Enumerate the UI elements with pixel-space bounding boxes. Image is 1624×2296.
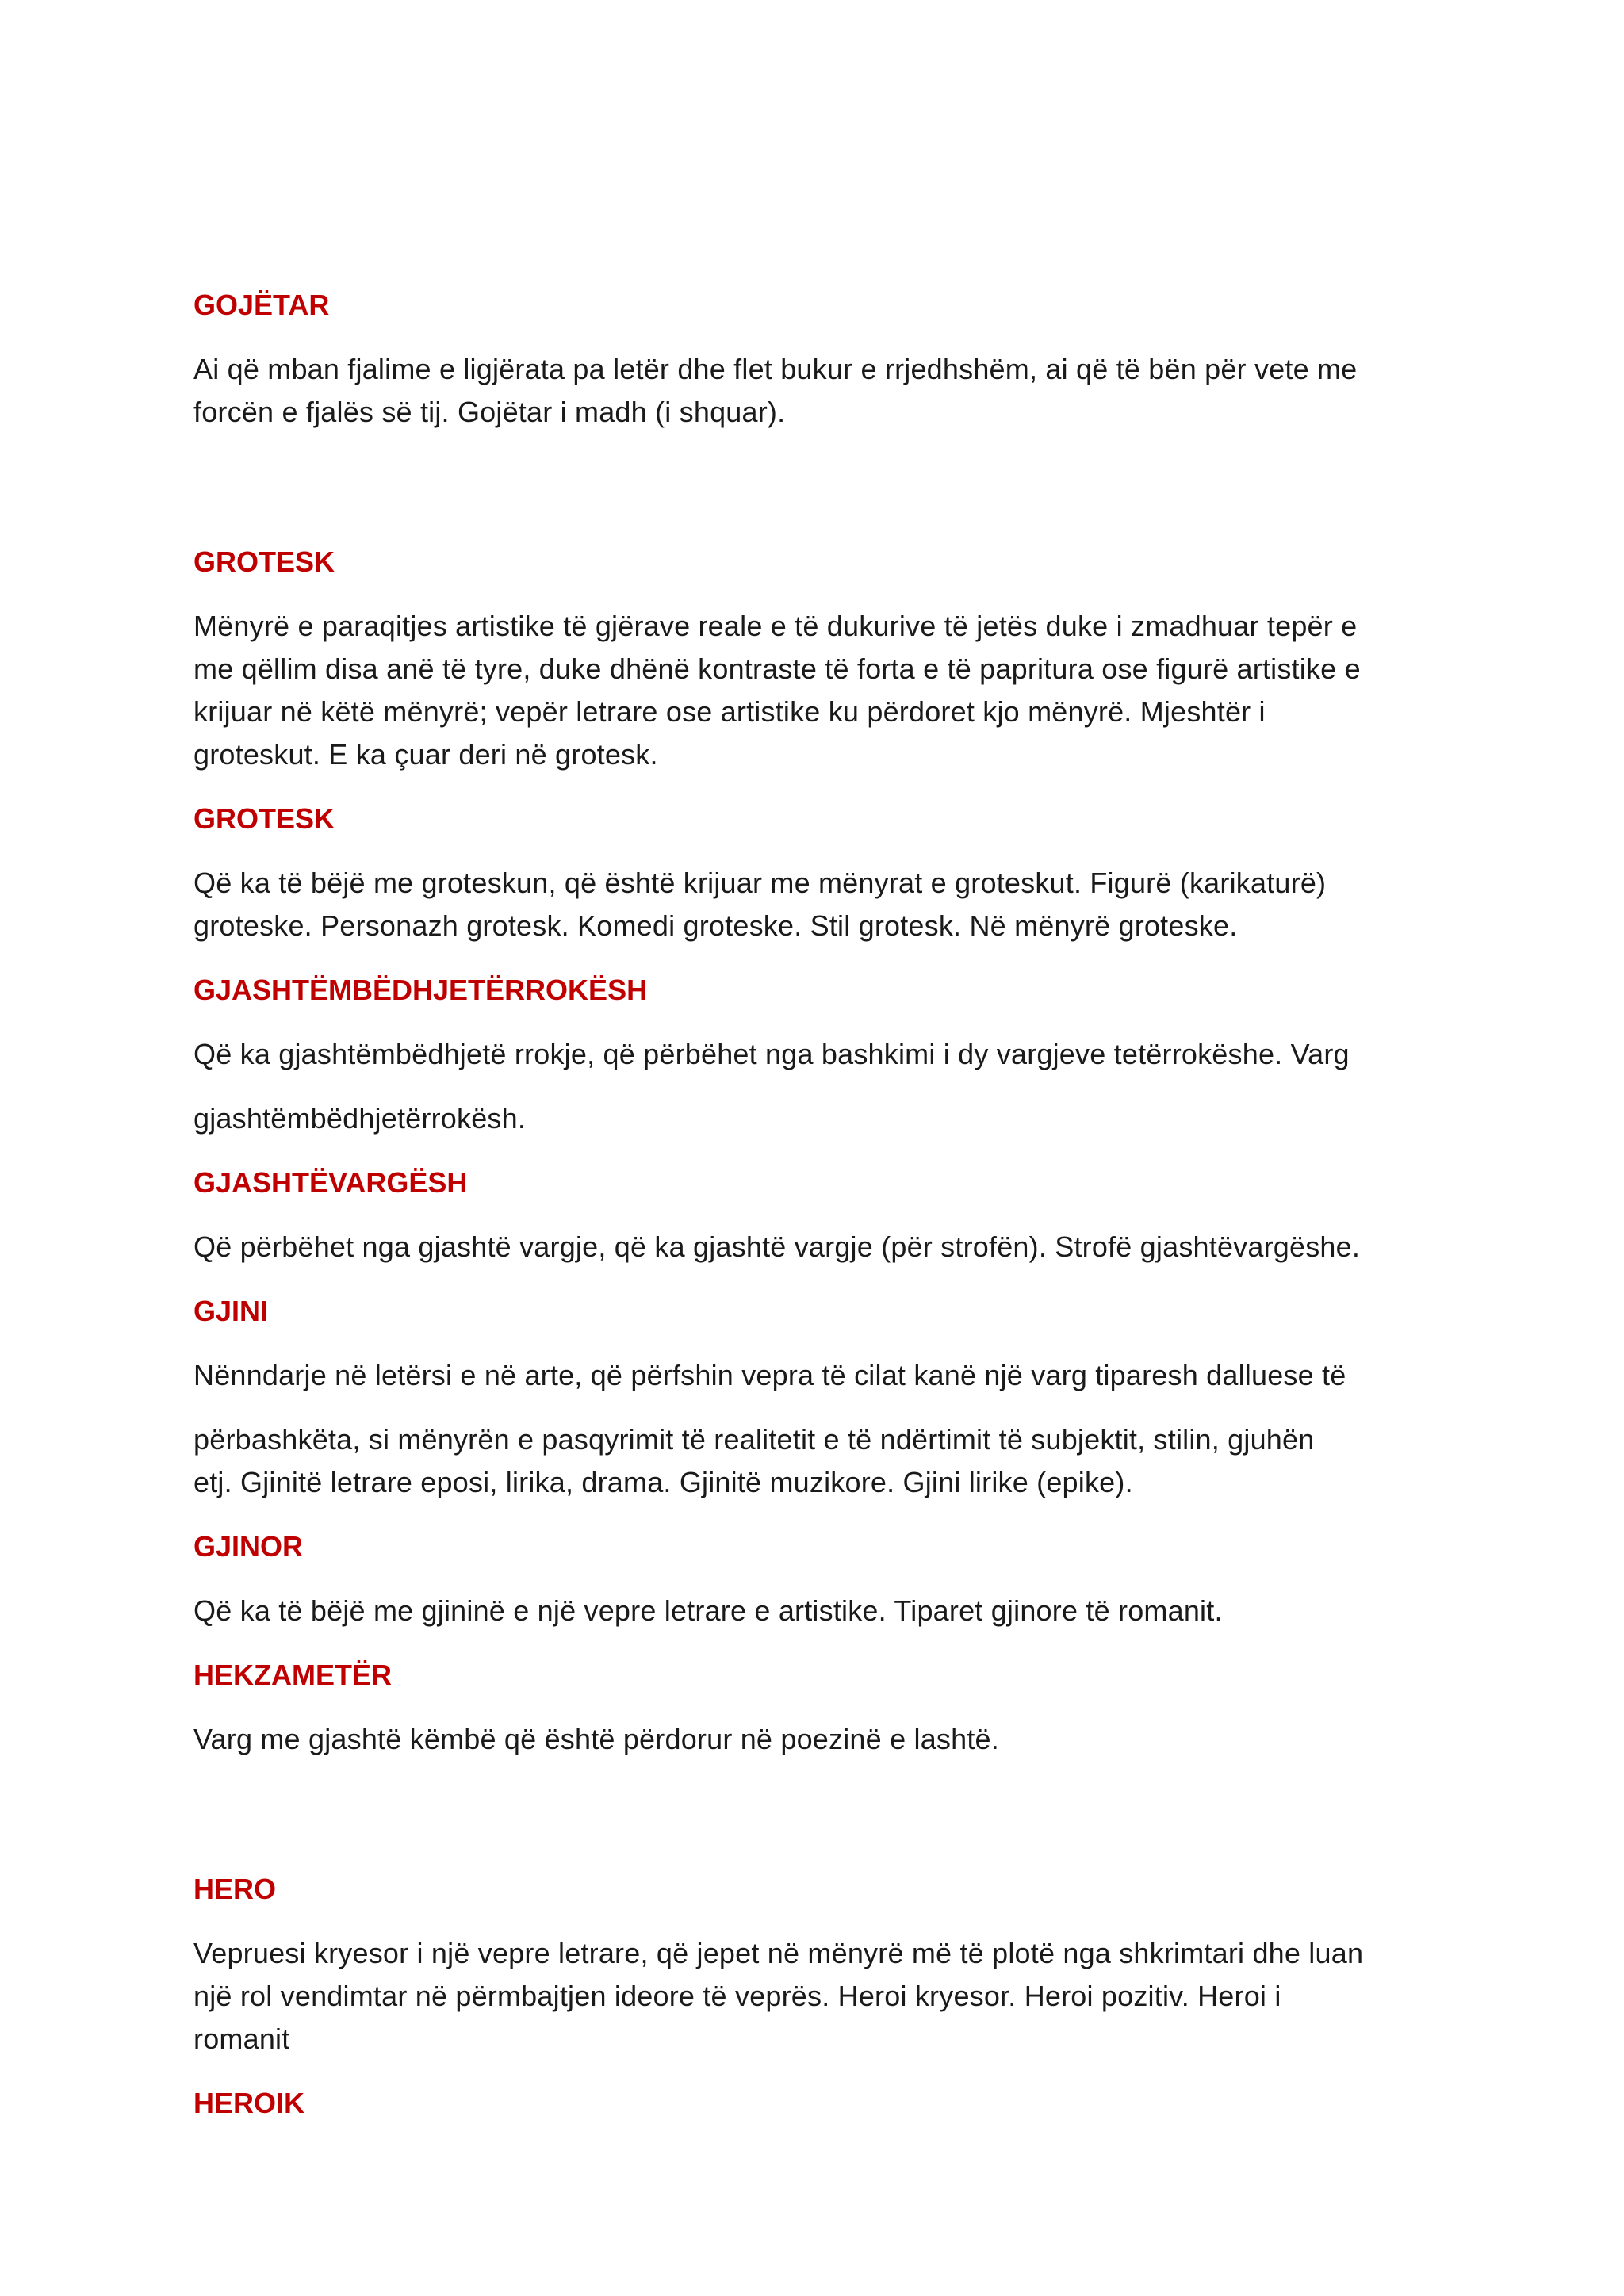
glossary-term: HERO [193,1873,277,1905]
glossary-term: GJASHTËVARGËSH [193,1166,468,1199]
definition-line: romanit [193,2022,290,2055]
definition-line: me qëllim disa anë të tyre, duke dhënë kontraste të forta e të papritura ose figurë artistike e [193,652,1361,685]
glossary-term: GJINI [193,1295,269,1327]
glossary-term: GROTESK [193,802,335,835]
glossary-term: GROTESK [193,545,335,578]
glossary-content [193,284,1431,2125]
glossary-term: HEROIK [193,2087,305,2119]
definition-line: Që përbëhet nga gjashtë vargje, që ka gjashtë vargje (për strofën). Strofë gjashtëvargëshe. [193,1230,1361,1263]
definition-line: gjashtëmbëdhjetërrokësh. [193,1102,527,1135]
definition-line: Mënyrë e paraqitjes artistike të gjërave reale e të dukurive të jetës duke i zmadhuar tepër e [193,610,1358,642]
glossary-term: HEKZAMETËR [193,1659,392,1691]
definition-line: etj. Gjinitë letrare eposi, lirika, drama. Gjinitë muzikore. Gjini lirike (epike). [193,1466,1133,1498]
definition-line: groteskut. E ka çuar deri në grotesk. [193,738,658,771]
glossary-term: GOJËTAR [193,289,330,321]
definition-line: Që ka gjashtëmbëdhjetë rrokje, që përbëhet nga bashkimi i dy vargjeve tetërrokëshe. Varg [193,1038,1350,1070]
definition-line: Që ka të bëjë me groteskun, që është krijuar me mënyrat e groteskut. Figurë (karikaturë) [193,867,1327,899]
definition-line: përbashkëta, si mënyrën e pasqyrimit të realitetit e të ndërtimit të subjektit, stilin, gjuhën [193,1423,1315,1456]
definition-line: Varg me gjashtë këmbë që është përdorur në poezinë e lashtë. [193,1723,999,1755]
definition-line: një rol vendimtar në përmbajtjen ideore të veprës. Heroi kryesor. Heroi pozitiv. Heroi i [193,1980,1281,2012]
glossary-term: GJINOR [193,1530,304,1563]
definition-line: groteske. Personazh grotesk. Komedi groteske. Stil grotesk. Në mënyrë groteske. [193,909,1238,942]
definition-line: Vepruesi kryesor i një vepre letrare, që jepet në mënyrë më të plotë nga shkrimtari dhe luan [193,1937,1364,1969]
definition-line: forcën e fjalës së tij. Gojëtar i madh (i shquar). [193,396,786,428]
definition-line: krijuar në këtë mënyrë; vepër letrare ose artistike ku përdoret kjo mënyrë. Mjeshtër i [193,695,1266,728]
glossary-term: GJASHTËMBËDHJETËRROKËSH [193,974,648,1006]
definition-line: Ai që mban fjalime e ligjërata pa letër dhe flet bukur e rrjedhshëm, ai që të bën për vete me [193,353,1358,385]
definition-line: Nënndarje në letërsi e në arte, që përfshin vepra të cilat kanë një varg tiparesh dalluese të [193,1359,1346,1391]
definition-line: Që ka të bëjë me gjininë e një vepre letrare e artistike. Tiparet gjinore të romanit. [193,1594,1223,1627]
